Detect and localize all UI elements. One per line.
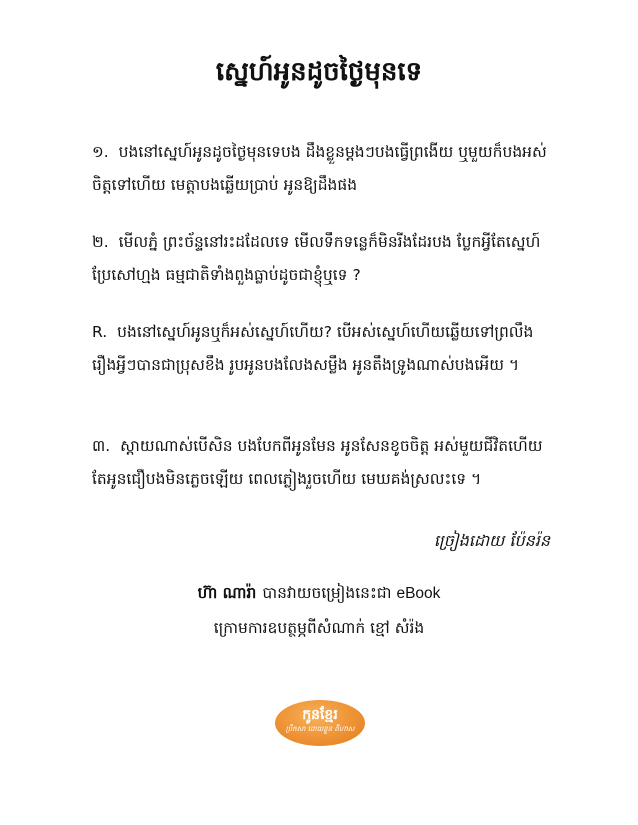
verse-number: R. xyxy=(92,323,108,341)
verse-text: ស្តាយណាស់បើសិន បងបែកពីអូនមែន អូនសែនខូចចិត្ត អស់មួយជីវិតហើយ តែអូនជឿបងមិនភ្លេចឡើយ ពេលភ្លៀងរួចហើយ មេឃគង់ស្រលះទេ ។ xyxy=(92,437,543,488)
publisher-text: បានវាយចម្រៀងនេះជា xyxy=(262,584,392,602)
verse-number: ៣. xyxy=(92,437,111,455)
verse-3 xyxy=(92,430,558,529)
site-logo[interactable] xyxy=(275,700,365,746)
logo-subtitle: ប្រឹកសា ដោយខ្លួន ពីហាស xyxy=(285,725,355,733)
verse-number: ២. xyxy=(92,233,109,251)
logo-title: កូនខ្មែរ xyxy=(302,707,338,723)
publisher-line xyxy=(0,578,638,609)
ebook-label: eBook xyxy=(396,585,441,602)
singer-credit: ច្រៀងដោយ ប៉ែនរ៉ន xyxy=(433,531,550,550)
sponsor-line: ក្រោមការឧបត្ថម្ភពីសំណាក់ ខ្មៅ សំរ៉ង xyxy=(213,619,425,637)
verse-refrain xyxy=(92,316,558,415)
verse-1 xyxy=(92,136,558,202)
page-title: ស្នេហ៍អូនដូចថ្ងៃមុនទេ xyxy=(215,57,423,87)
verse-2 xyxy=(92,226,558,292)
verse-text: បងនៅស្នេហ៍អូនដូចថ្ងៃមុនទេបង ដឹងខ្លួនម្តងៗបងធ្វើព្រងើយ ឬមួយក៏បងអស់ចិត្តទៅហើយ មេត្តាបងឆ្លើយប្រាប់ អូនឱ្យដឹងផង xyxy=(92,143,547,194)
publisher-name: ហ៊ា ណារ៉ា xyxy=(197,584,257,602)
verse-text: បងនៅស្នេហ៍អូនឬក៏អស់ស្នេហ៍ហើយ? បើអស់ស្នេហ៍ហើយឆ្លើយទៅព្រលឹង រឿងអ្វីៗបានជាប្រុសខឹង រូបអូនបងលែងសម្លឹង អូនតឹងទ្រូងណាស់បងអើយ ។ xyxy=(92,323,534,374)
verse-text: មើលភ្នំ ព្រះច័ន្ទនៅរះដដែលទេ មើលទឹកទន្លេក៏មិនរីងដែរបង ប្លែកអ្វីតែស្នេហ៍ប្រែសៅហ្មង ធម្មជាតិទាំងពួងធ្លាប់ដូចជាខ្ញុំឬទេ ? xyxy=(92,233,541,284)
verse-number: ១. xyxy=(92,143,109,161)
